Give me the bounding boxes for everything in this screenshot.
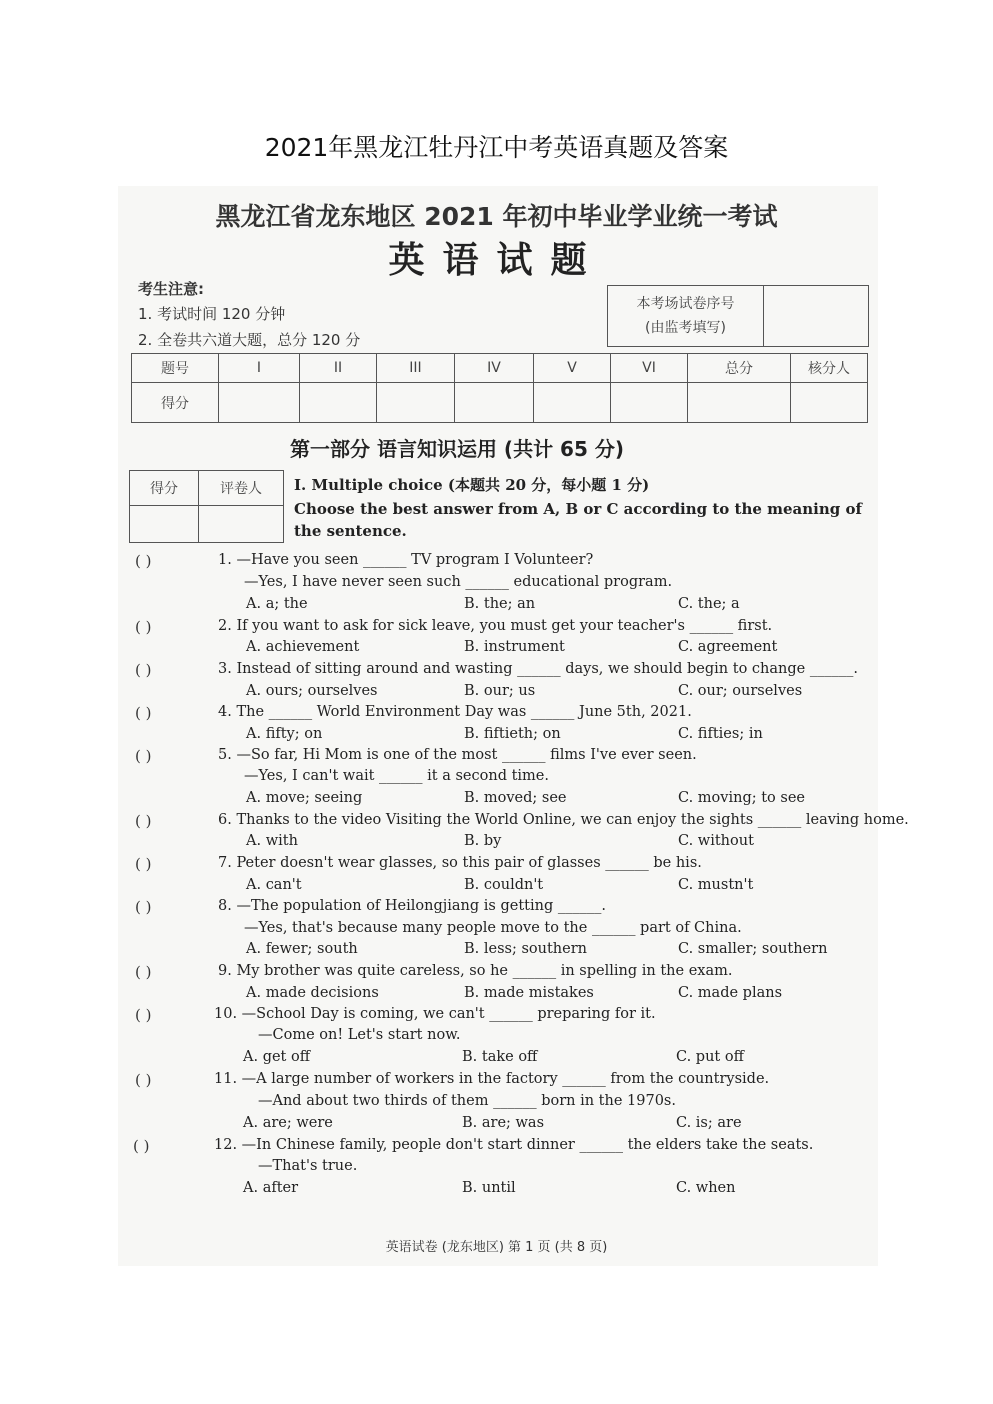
score-cell (611, 383, 688, 423)
answer-parenthesis[interactable]: ( ) (135, 1071, 152, 1089)
option-c[interactable]: C. made plans (678, 985, 783, 1001)
option-a[interactable]: A. ours; ourselves (246, 683, 378, 699)
answer-parenthesis[interactable]: ( ) (135, 898, 152, 916)
option-c[interactable]: C. is; are (676, 1115, 742, 1131)
grader-header-cell: 评卷人 (199, 471, 284, 506)
option-c[interactable]: C. fifties; in (678, 726, 763, 742)
option-a[interactable]: A. move; seeing (246, 790, 363, 806)
part-one-title: 第一部分 语言知识运用 (共计 65 分) (290, 437, 624, 461)
document-title: 2021年黑龙江牡丹江中考英语真题及答案 (264, 133, 729, 162)
option-b[interactable]: B. until (462, 1180, 516, 1196)
answer-parenthesis[interactable]: ( ) (135, 855, 152, 873)
score-header-cell: VI (611, 354, 688, 383)
option-b[interactable]: B. the; an (464, 596, 536, 612)
option-a[interactable]: A. get off (243, 1049, 311, 1065)
notice-item-2: 2. 全卷共六道大题，总分 120 分 (138, 331, 361, 349)
question-line: 8. —The population of Heilongjiang is getting ______. (218, 898, 606, 914)
question-line: —That's true. (258, 1158, 358, 1174)
score-cell (219, 383, 300, 423)
option-b[interactable]: B. fiftieth; on (464, 726, 561, 742)
section-heading: I. Multiple choice (本题共 20 分，每小题 1 分) (294, 476, 650, 494)
question-line: —Yes, that's because many people move to the ______ part of China. (244, 920, 742, 936)
score-header-cell: IV (455, 354, 534, 383)
grader-table (129, 470, 284, 543)
score-header-cell: 题号 (132, 354, 219, 383)
option-c[interactable]: C. moving; to see (678, 790, 805, 806)
option-c[interactable]: C. without (678, 833, 754, 849)
seat-label: 本考场试卷序号 (636, 296, 735, 312)
seat-label-note: (由监考填写) (645, 320, 726, 336)
option-c[interactable]: C. agreement (678, 639, 778, 655)
question-line: 1. —Have you seen ______ TV program I Volunteer? (218, 552, 594, 568)
grader-cell (199, 506, 284, 543)
section-instruction: Choose the best answer from A, B or C according to the meaning of the sentence. (294, 500, 862, 540)
option-c[interactable]: C. our; ourselves (678, 683, 803, 699)
option-c[interactable]: C. when (676, 1180, 736, 1196)
question-line: 10. —School Day is coming, we can't ______ preparing for it. (214, 1006, 656, 1022)
option-b[interactable]: B. instrument (464, 639, 565, 655)
question-line: —Yes, I can't wait ______ it a second time. (244, 768, 549, 784)
question-line: —Yes, I have never seen such ______ educational program. (244, 574, 673, 590)
question-line: 6. Thanks to the video Visiting the World Online, we can enjoy the sights ______ leaving home. (218, 812, 909, 828)
score-table (131, 353, 868, 423)
answer-parenthesis[interactable]: ( ) (135, 552, 152, 570)
question-line: 9. My brother was quite careless, so he ______ in spelling in the exam. (218, 963, 733, 979)
question-line: 2. If you want to ask for sick leave, you must get your teacher's ______ first. (218, 618, 773, 634)
option-a[interactable]: A. a; the (246, 596, 308, 612)
answer-parenthesis[interactable]: ( ) (135, 661, 152, 679)
option-b[interactable]: B. by (464, 833, 502, 849)
option-c[interactable]: C. the; a (678, 596, 740, 612)
score-cell (300, 383, 377, 423)
option-b[interactable]: B. made mistakes (464, 985, 594, 1001)
question-line: 11. —A large number of workers in the factory ______ from the countryside. (214, 1071, 770, 1087)
score-cell (534, 383, 611, 423)
answer-parenthesis[interactable]: ( ) (135, 812, 152, 830)
score-cell (791, 383, 868, 423)
answer-parenthesis[interactable]: ( ) (135, 704, 152, 722)
answer-parenthesis[interactable]: ( ) (133, 1137, 150, 1155)
question-line: —Come on! Let's start now. (258, 1027, 461, 1043)
option-b[interactable]: B. couldn't (464, 877, 544, 893)
question-line: 12. —In Chinese family, people don't start dinner ______ the elders take the seats. (214, 1137, 814, 1153)
score-header-cell: 核分人 (791, 354, 868, 383)
question-line: 4. The ______ World Environment Day was ______ June 5th, 2021. (218, 704, 692, 720)
score-cell (688, 383, 791, 423)
option-a[interactable]: A. with (246, 833, 298, 849)
option-a[interactable]: A. fewer; south (246, 941, 358, 957)
score-cell (455, 383, 534, 423)
score-header-cell: I (219, 354, 300, 383)
page-footer: 英语试卷 (龙东地区) 第 1 页 (共 8 页) (385, 1240, 608, 1255)
exam-title: 黑龙江省龙东地区 2021 年初中毕业学业统一考试 (215, 202, 778, 231)
score-header-cell: 总分 (688, 354, 791, 383)
option-c[interactable]: C. put off (676, 1049, 744, 1065)
option-a[interactable]: A. made decisions (246, 985, 379, 1001)
question-line: —And about two thirds of them ______ born in the 1970s. (258, 1093, 676, 1109)
answer-parenthesis[interactable]: ( ) (135, 747, 152, 765)
option-c[interactable]: C. smaller; southern (678, 941, 828, 957)
grader-cell (130, 506, 199, 543)
seat-number-box (607, 285, 869, 347)
notice-item-1: 1. 考试时间 120 分钟 (138, 305, 286, 323)
answer-parenthesis[interactable]: ( ) (135, 963, 152, 981)
score-cell (377, 383, 455, 423)
option-b[interactable]: B. moved; see (464, 790, 567, 806)
option-b[interactable]: B. take off (462, 1049, 538, 1065)
question-line: 7. Peter doesn't wear glasses, so this pair of glasses ______ be his. (218, 855, 702, 871)
score-header-cell: II (300, 354, 377, 383)
grader-header-cell: 得分 (130, 471, 199, 506)
question-line: 5. —So far, Hi Mom is one of the most ______ films I've ever seen. (218, 747, 697, 763)
option-b[interactable]: B. less; southern (464, 941, 587, 957)
option-c[interactable]: C. mustn't (678, 877, 754, 893)
question-line: 3. Instead of sitting around and wasting ______ days, we should begin to change ______. (218, 661, 858, 677)
option-a[interactable]: A. after (243, 1180, 299, 1196)
answer-parenthesis[interactable]: ( ) (135, 1006, 152, 1024)
exam-subject: 英语试题 (388, 240, 605, 281)
option-a[interactable]: A. can't (246, 877, 302, 893)
option-a[interactable]: A. fifty; on (246, 726, 323, 742)
score-header-cell: V (534, 354, 611, 383)
notice-heading: 考生注意: (138, 280, 204, 298)
score-row-label: 得分 (132, 383, 219, 423)
option-b[interactable]: B. are; was (462, 1115, 545, 1131)
option-a[interactable]: A. are; were (243, 1115, 333, 1131)
option-b[interactable]: B. our; us (464, 683, 536, 699)
seat-number-cell (764, 286, 868, 346)
score-header-cell: III (377, 354, 455, 383)
answer-parenthesis[interactable]: ( ) (135, 618, 152, 636)
option-a[interactable]: A. achievement (246, 639, 360, 655)
